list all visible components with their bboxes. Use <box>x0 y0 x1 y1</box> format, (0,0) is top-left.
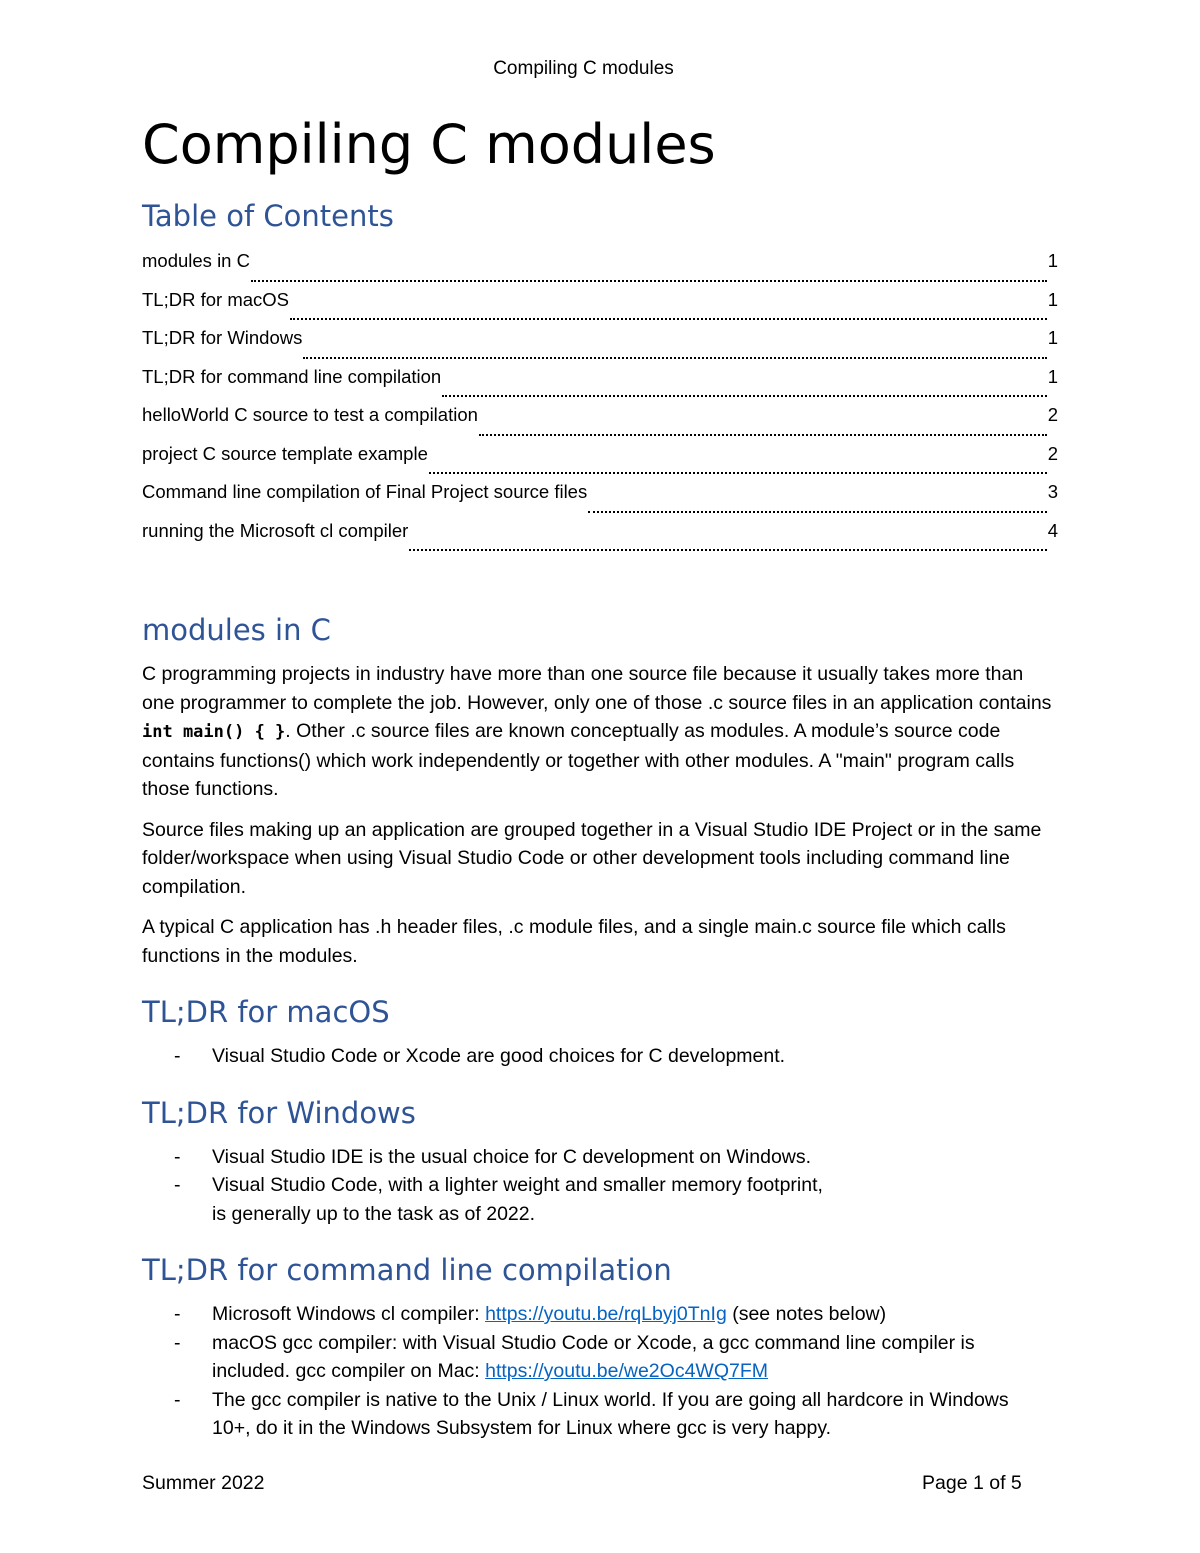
toc-heading: Table of Contents <box>142 199 394 233</box>
toc-entry-text: TL;DR for Windows <box>142 327 303 348</box>
section-heading-windows: TL;DR for Windows <box>142 1095 416 1130</box>
section-windows <box>142 1093 1052 1229</box>
bullet-list <box>142 1042 1052 1071</box>
list-item-text: Visual Studio Code or Xcode are good choices for C development. <box>212 1045 786 1067</box>
toc-page-number: 1 <box>1047 250 1058 271</box>
toc-dot-leader <box>588 511 1046 513</box>
toc-entry-cl-compiler[interactable] <box>142 520 1058 559</box>
footer-term: Summer 2022 <box>142 1472 265 1494</box>
toc-entry-text: TL;DR for macOS <box>142 288 289 310</box>
list-item <box>142 1171 1052 1228</box>
inline-code: int main() { } <box>142 722 286 742</box>
toc-page-number: 2 <box>1047 404 1058 425</box>
list-item-text: Visual Studio IDE is the usual choice for C development on Windows. <box>212 1145 812 1168</box>
list-item-text: Microsoft Windows cl compiler: <box>212 1303 486 1325</box>
list-item <box>142 1042 1052 1071</box>
list-item <box>142 1143 1052 1172</box>
toc-entry-text: Command line compilation of Final Project source files <box>142 481 588 502</box>
section-heading-macos: TL;DR for macOS <box>142 995 390 1029</box>
toc-page-number: 1 <box>1047 327 1058 348</box>
toc-entry-text: helloWorld C source to test a compilation <box>142 404 478 425</box>
toc-entry-modules-in-c[interactable] <box>142 250 1058 289</box>
list-item <box>142 1300 1052 1329</box>
list-item-text: Visual Studio Code, with a lighter weight and smaller memory footprint, <box>212 1174 823 1196</box>
toc-entry-text: TL;DR for command line compilation <box>142 365 442 387</box>
section-heading-command-line: TL;DR for command line compilation <box>142 1253 672 1287</box>
toc-dot-leader <box>290 318 1047 320</box>
toc-dot-leader <box>409 549 1046 551</box>
paragraph-source-files: Source files making up an application are grouped together in a Visual Studio IDE Project or in the same folder/workspace when using Visual Studio Code or other development tools including command line compilation. <box>142 818 1042 898</box>
toc-dot-leader <box>442 395 1047 397</box>
dash-bullet: - <box>174 1388 181 1411</box>
list-item-text: macOS gcc compiler: with Visual Studio Code or Xcode, a gcc command line compiler is included. gcc compiler on Mac: <box>212 1331 975 1382</box>
bullet-list <box>142 1300 1052 1443</box>
paragraph-modules-intro <box>142 660 1052 804</box>
paragraph-text: C programming projects in industry have more than one source file because it usually takes more than one programmer to complete the job. However, only one of those .c source files in an application contains <box>142 663 1052 714</box>
toc-entry-helloworld[interactable] <box>142 404 1058 443</box>
toc-entry-project-template[interactable] <box>142 443 1058 482</box>
dash-bullet: - <box>174 1174 181 1196</box>
toc-entry-final-project[interactable] <box>142 481 1058 520</box>
toc-dot-leader <box>479 434 1047 436</box>
toc-entry-text: project C source template example <box>142 442 428 464</box>
toc-entry-macos[interactable] <box>142 289 1058 328</box>
toc-entry-command-line[interactable] <box>142 366 1058 405</box>
toc-page-number: 2 <box>1047 442 1058 464</box>
dash-bullet: - <box>174 1331 181 1354</box>
toc-page-number: 3 <box>1047 481 1058 502</box>
document-body <box>142 610 1052 1451</box>
section-command-line <box>142 1250 1052 1443</box>
paragraph-text: . Other .c source files are known conceptually as modules. A module’s source code contains functions() which work independently or together with other modules. A "main" program calls those functions. <box>142 720 1015 800</box>
document-title: Compiling C modules <box>142 113 716 176</box>
section-heading-modules: modules in C <box>142 613 331 647</box>
table-of-contents <box>142 250 1058 558</box>
list-item <box>142 1386 1052 1443</box>
dash-bullet: - <box>174 1045 181 1067</box>
page-header: Compiling C modules <box>493 58 674 79</box>
section-macos <box>142 992 1052 1071</box>
youtube-link-gcc-mac[interactable]: https://youtu.be/we2Oc4WQ7FM <box>485 1360 768 1382</box>
toc-entry-text: running the Microsoft cl compiler <box>142 519 409 541</box>
dash-bullet: - <box>174 1303 181 1325</box>
bullet-list <box>142 1143 1052 1229</box>
toc-page-number: 4 <box>1047 519 1058 541</box>
list-item-text: is generally up to the task as of 2022. <box>212 1202 536 1225</box>
toc-entry-windows[interactable] <box>142 327 1058 366</box>
paragraph-typical-app: A typical C application has .h header files, .c module files, and a single main.c source file which calls functions in the modules. <box>142 916 1006 967</box>
list-item <box>142 1329 1052 1386</box>
list-item-text: The gcc compiler is native to the Unix / Linux world. If you are going all hardcore in Windows 10+, do it in the Windows Subsystem for Linux where gcc is very happy. <box>212 1388 1009 1439</box>
youtube-link-cl-compiler[interactable]: https://youtu.be/rqLbyj0TnIg <box>485 1303 727 1325</box>
footer-page-number: Page 1 of 5 <box>922 1472 1022 1494</box>
dash-bullet: - <box>174 1145 181 1168</box>
toc-page-number: 1 <box>1047 365 1058 387</box>
list-item-text: (see notes below) <box>726 1303 887 1325</box>
toc-dot-leader <box>251 280 1047 282</box>
toc-dot-leader <box>429 472 1047 474</box>
toc-entry-text: modules in C <box>142 250 250 271</box>
toc-page-number: 1 <box>1047 288 1058 310</box>
toc-dot-leader <box>303 357 1046 359</box>
